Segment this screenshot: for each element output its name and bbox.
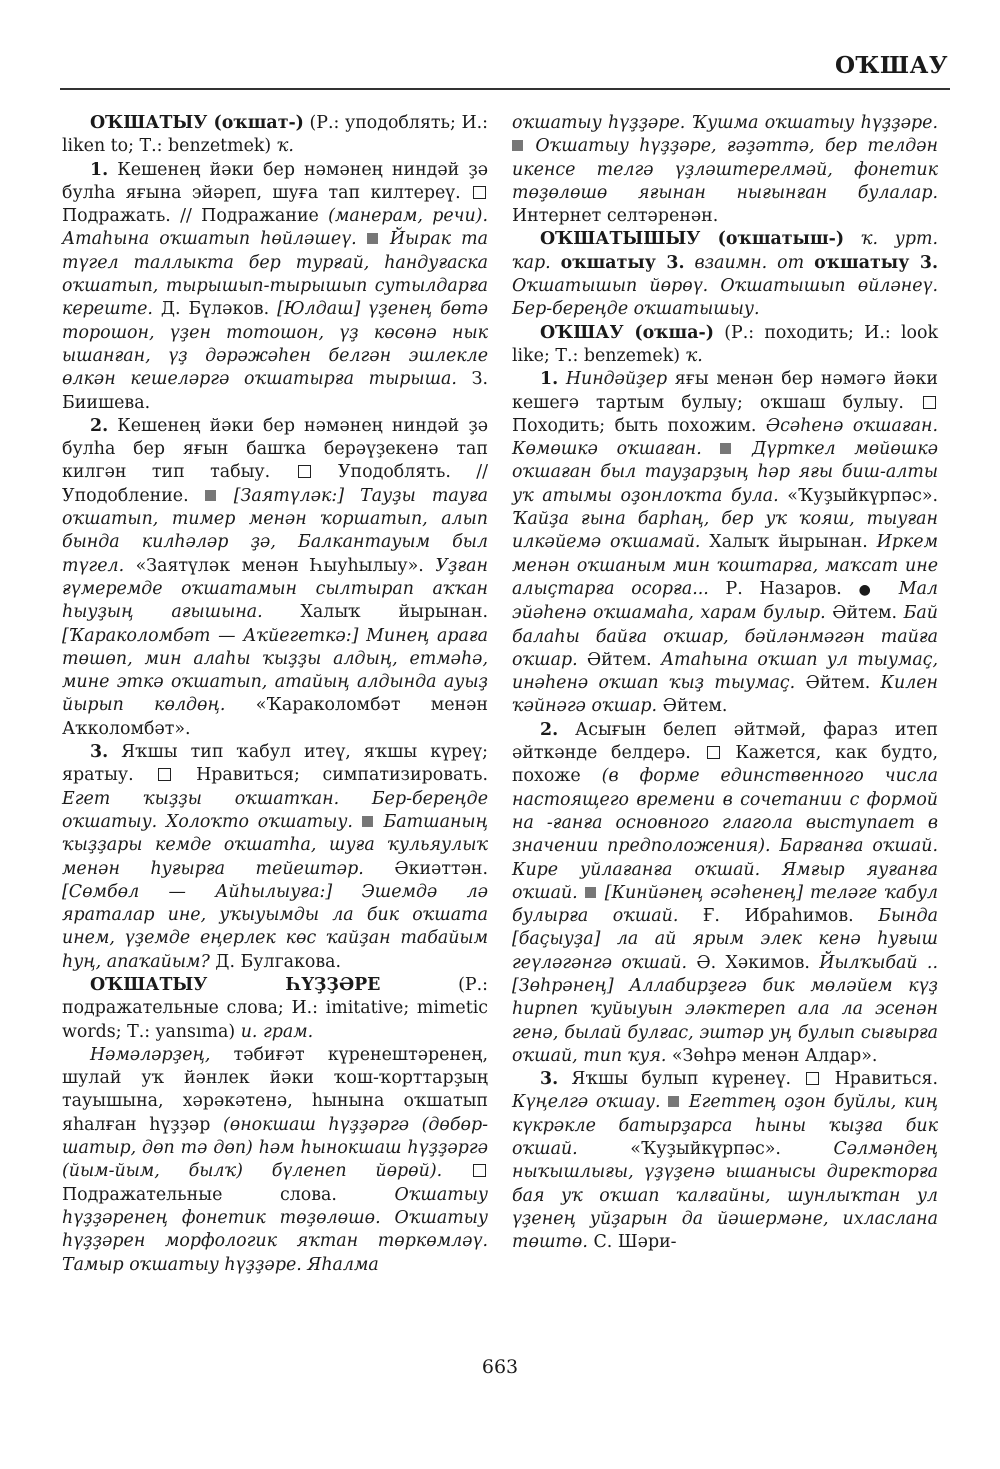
open-square-icon: [473, 1164, 486, 1177]
citation: Дүрткел мөйөшкә оҡшаған был тауҙарҙың һәр яғы биш-алты уҡ атымы оҙонлоҡта була.: [512, 439, 938, 506]
citation-source: Әкиәттән.: [363, 858, 488, 879]
russian-translation: Уподоблять. // Уподобление.: [62, 462, 489, 506]
usage-example: (манерам, речи). Атаһына оҡшатып һөйләшеү.: [62, 206, 488, 250]
sense-1: [512, 368, 938, 718]
citation: [Заятүләк:] Тауҙы тауға оҡшатып, тимер менән ҡоршатып, алып бында килһәләр ҙә, Балкантауым был түгел.: [62, 485, 488, 576]
citation-source: «Зөһрә менән Алдар».: [666, 1045, 878, 1066]
filled-square-icon: [205, 490, 216, 501]
filled-square-icon: [668, 1096, 679, 1107]
definition: Кешенең йәки бер нәмәнең ниндәй ҙә булһа яғына эйәреп, шуға тап килтереү.: [62, 159, 488, 203]
definition: тәбиғәт күренештәренең, шулай уҡ йәнлек йәки ҡош-ҡорттарҙың тауышына, хәрәкәтенә, һынына оҡшатып яһалған һүҙҙәр: [62, 1044, 488, 1135]
filled-square-icon: [585, 887, 596, 898]
part-of-speech: и. грам.: [240, 1021, 314, 1042]
definition: Яҡшы булып күренеү.: [558, 1069, 805, 1090]
part-of-speech: ҡ. урт. ҡар.: [512, 229, 938, 273]
entry-okshatyu-huzzare: [62, 974, 488, 1044]
usage-example: оҡшатыу һүҙҙәре. Ҡушма оҡшатыу һүҙҙәре.: [512, 113, 938, 133]
open-square-icon: [806, 1072, 819, 1085]
open-square-icon: [158, 768, 171, 781]
citation: Уҙған ғүмеремде оҡшатамын сылтырап аҡҡан һыуҙың ағышына.: [62, 555, 488, 623]
citation-source: С. Шәри-: [587, 1232, 677, 1253]
open-square-icon: [473, 186, 486, 199]
sense-1: [62, 159, 488, 415]
proverb-source: Әйтем.: [657, 696, 728, 717]
open-square-icon: [298, 465, 311, 478]
definition: Асығын белеп әйтмәй, фараз итеп әйткәнде белдерә.: [512, 719, 938, 764]
definition: Кешенең йәки бер нәмәнең ниндәй ҙә булһа бер яғын башҡа берәүҙекенә тап килгән тип табыу.: [62, 415, 488, 483]
sense-number: 2.: [90, 415, 109, 436]
definition: яғы менән бер нәмәгә йәки кешегә тартым булыу; оҡшаш булыу.: [512, 369, 938, 413]
citation-source: Халыҡ йырынан.: [700, 532, 877, 553]
open-square-icon: [707, 746, 720, 759]
sense-number: 1.: [540, 369, 559, 390]
citation: [Ҡараколомбәт — Аҡйегеткә:] Минең араға төшөп, мин алаһы ҡыҙҙы алдың, етмәһә, мине эткә оҡшатып, атайың алдында ауыҙ йырып көлдөң.: [62, 625, 488, 716]
citation-source: Д. Булгакова.: [209, 951, 342, 972]
sense-number: 3.: [540, 1069, 559, 1090]
header-rule: [60, 88, 950, 90]
russian-translation: Кажется, как будто, похоже: [512, 743, 938, 787]
sense-3: [62, 741, 488, 974]
headword: ОҠШАТЫУ (оҡшат-): [90, 113, 304, 133]
running-head: ОҠШАУ: [834, 52, 948, 79]
entry-okshatyshyu: [512, 228, 938, 321]
citation: [Сөмбөл — Айһылыуға:] Эшемдә лә яраталар ине, уҡыуымды ла бик оҡшата инем, үҙемде еңерлек көс ҡайҙан табайым һуң, апаҡайым?: [62, 881, 488, 972]
sense-3: [512, 1068, 938, 1254]
citation: Иркем менән оҡшаным мин ҡоштарға, маҡсат ине алыҫтарға осорға...: [512, 532, 939, 599]
proverb: Мал эйәһенә оҡшамаһа, харам булыр.: [512, 578, 939, 624]
proverb-source: Әйтем.: [825, 603, 904, 624]
citation-source: Ә. Хәкимов.: [687, 952, 820, 973]
proverb: Атаһына оҡшап ул тыумаҫ, инәһенә оҡшап ҡыҙ тыумаҫ.: [512, 649, 939, 694]
sense-number: 3.: [90, 742, 109, 763]
russian-translation: Подражательные слова.: [62, 1184, 395, 1205]
entry-continuation: [512, 112, 938, 228]
usage-example: Әсәһенә оҡшаған. Көмөшкә оҡшаған.: [512, 415, 938, 460]
bullet-icon: ●: [858, 581, 883, 598]
filled-square-icon: [512, 140, 523, 151]
citation: Ҡайҙа ғына барһаң, бер уҡ ҡояш, тыуған илкәйемә оҡшамай.: [512, 509, 938, 553]
usage-example: Оҡшатышып йөрөү. Оҡшатышып өйләнеү. Бер-береңде оҡшатышыу.: [512, 276, 938, 320]
citation: Сәлмәндең ныҡышлығы, үҙүҙенә ышанысы директорға бая уҡ оҡшап ҡалғайны, шунлыҡтан ул үҙенең уйҙарын да йәшермәне, ихласлана төштө.: [512, 1139, 938, 1253]
proverb: Бай балаһы байға оҡшар, бәйләнмәгән тайға оҡшар.: [512, 603, 939, 670]
citation: Батшаның ҡыҙҙары кемде оҡшатһа, шуға ҡульяулыҡ менән һуғырға тейештәр.: [62, 811, 488, 879]
headword: ОҠШАУ (оҡша-): [540, 322, 714, 343]
column-left: [62, 112, 488, 1277]
entry-okshatyu: [62, 112, 488, 159]
page-number: 663: [481, 1356, 519, 1378]
sense-number: 1.: [90, 159, 109, 180]
definition-note: (өнокшаш һүҙҙәргә (дөбөр-шатыр, дөп тә дөп) һәм һынокшаш һүҙҙәргә (йым-йым, былҡ) бүленеп йөрөй).: [62, 1114, 488, 1182]
cross-reference: оҡшатыу 3.: [814, 252, 938, 273]
headword: ОҠШАТЫШЫУ (оҡшатыш-): [540, 229, 845, 250]
citation-source: Халыҡ йырынан.: [262, 602, 488, 623]
definition-italic: Нәмәләрҙең,: [90, 1044, 211, 1065]
part-of-speech: ҡ.: [276, 136, 294, 157]
usage-example: Егет ҡыҙҙы оҡшатҡан. Бер-береңде оҡшатыу. Холоҡто оҡшатыу.: [62, 788, 488, 832]
citation: Егеттең оҙон буйлы, киң күкрәкле батырҙарса һыны ҡыҙға бик оҡшай.: [512, 1092, 939, 1160]
translations: (Р.: уподоблять; И.: liken to; Т.: benzetmek): [62, 113, 489, 157]
sense-2: [62, 415, 488, 741]
citation-source: «Заятүләк менән Һыуһылыу».: [124, 555, 436, 576]
russian-translation: Нравиться; симпатизировать.: [173, 765, 488, 786]
headword: ОҠШАТЫУ ҺҮҘҘӘРЕ: [90, 974, 381, 995]
proverb-source: Әйтем.: [577, 649, 661, 670]
citation: Бында [баҫыуҙа] ла ай ярым элек кенә һуғыш геүләгәнгә оҡшай.: [512, 906, 938, 973]
sense-2: [512, 719, 938, 1068]
definition-italic: Ниндәйҙер: [558, 369, 668, 390]
entry-okshau: [512, 322, 938, 369]
russian-translation: Нравиться.: [821, 1069, 939, 1090]
cross-reference: оҡшатыу 3.: [560, 252, 685, 273]
russian-translation: Походить; быть похожим.: [512, 415, 766, 436]
filled-square-icon: [362, 816, 373, 827]
russian-translation: Подражать. // Подражание: [62, 206, 329, 227]
citation-source: Р. Назаров.: [708, 578, 859, 599]
filled-square-icon: [367, 233, 378, 244]
filled-square-icon: [720, 443, 731, 454]
russian-gloss: взаимн. от: [684, 252, 815, 273]
citation-source: «Ҡуҙыйкүрпәс».: [778, 485, 938, 506]
sense-number: 2.: [540, 719, 559, 740]
definition: Яҡшы тип ҡабул итеү, яҡшы күреү; яратыу.: [62, 742, 488, 786]
citation: Оҡшатыу һүҙҙәре, ғәҙәттә, бер телдән икенсе телгә үҙләштерелмәй, фонетик төҙөлөшө яғынан нығынған булалар.: [512, 136, 938, 203]
citation-source: Ғ. Ибраһимов.: [678, 906, 879, 927]
citation: [Кинйәнең әсәһенең] теләге ҡабул булырға оҡшай.: [512, 882, 938, 927]
citation-source: Интернет селтәренән.: [512, 206, 719, 227]
citation: Йырак та түгел таллыкта бер турғай, һандуғаска оҡшатып, тырышып-тырышып сутылдарға кереште.: [62, 229, 488, 320]
translations: (Р.: походить; И.: look like; Т.: benzemek): [512, 322, 938, 366]
citation-source: «Ҡараколомбәт менән Аҡколомбәт».: [62, 695, 488, 739]
part-of-speech: ҡ.: [685, 345, 703, 366]
citation: Йылҡыбай .. [Зөһрәнең] Аллабирҙегә бик мөләйем күҙ һирпеп ҡуйыуын эләктереп ала ла эсенән генә, былай булғас, эштәр уң булып сығырға оҡшай, тип ҡуя.: [512, 952, 938, 1066]
proverb-source: Әйтем.: [795, 673, 881, 694]
citation-source: З. Биишева.: [62, 369, 488, 413]
citation: [Юлдаш] үҙенең бөтә торошон, үҙен тотошон, үҙ көсөнә нык ышанған, үҙ дәрәжәһен белгән эшлекле өлкән кешеләргә оҡшатырға тырыша.: [62, 299, 488, 390]
proverb: Килен ҡәйнәгә оҡшар.: [512, 673, 938, 717]
definition-block: [62, 1044, 488, 1277]
usage-example: Күңелгә оҡшау.: [512, 1092, 661, 1113]
translations: (Р.: подражательные слова; И.: imitative; mimetic words; Т.: yansıma): [62, 974, 488, 1042]
citation-source: Д. Бүләков.: [152, 299, 278, 320]
usage-note: (в форме единственного числа настоящего времени в сочетании с формой на -ғанға основного глагола выступает в значении предположения). Барғанға оҡшай. Кире уйлағанға оҡшай. Ямғыр яуғанға оҡшай.: [512, 766, 938, 903]
open-square-icon: [923, 396, 936, 409]
citation-source: «Ҡуҙыйкүрпәс».: [577, 1139, 834, 1160]
usage-example: Оҡшатыу һүҙҙәренең фонетик төҙөлөшө. Оҡшатыу һүҙҙәрен морфологик яҡтан төркөмләү. Тамыр оҡшатыу һүҙҙәре. Яһалма: [62, 1184, 488, 1275]
column-right: [512, 112, 938, 1255]
